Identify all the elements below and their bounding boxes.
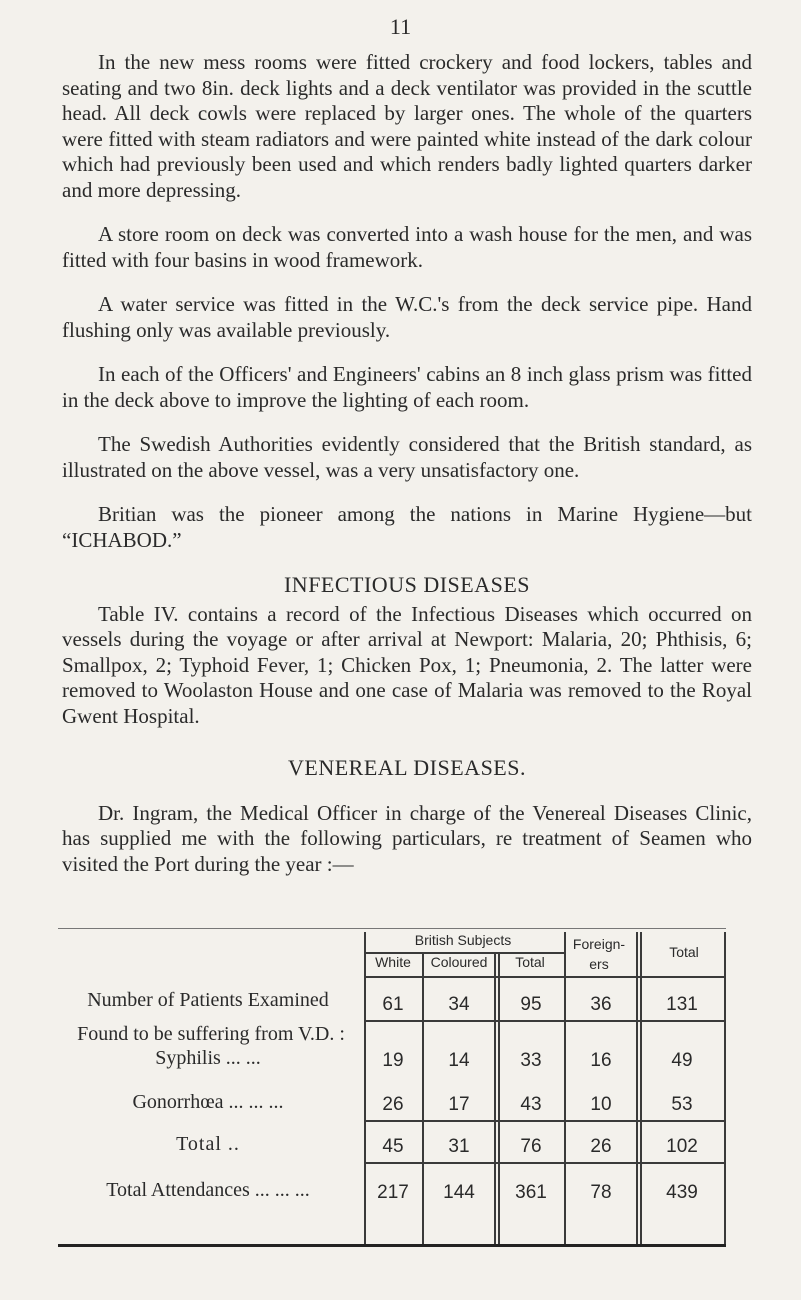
venereal-text: Dr. Ingram, the Medical Officer in charge of the Venereal Diseases Clinic, has supplied me with the following particulars, re treatment of Seamen who visited the Port during the year :— bbox=[62, 800, 752, 876]
cell-total-coloured: 31 bbox=[448, 1136, 470, 1157]
cell-examined-coloured: 34 bbox=[448, 994, 470, 1015]
cell-syphilis-foreigners: 16 bbox=[590, 1050, 612, 1071]
cell-total-grand-total: 102 bbox=[666, 1136, 698, 1157]
cell-total-foreigners: 26 bbox=[590, 1136, 612, 1157]
cell-examined-grand-total: 131 bbox=[666, 994, 698, 1015]
paragraph-ichabod: Britian was the pioneer among the nations in Marine Hygiene—but “ICHABOD.” bbox=[62, 502, 752, 552]
cell-syphilis-coloured: 14 bbox=[448, 1050, 470, 1071]
cell-attendances-foreigners: 78 bbox=[590, 1182, 612, 1203]
paragraph-water-service: A water service was fitted in the W.C.'s from the deck service pipe. Hand flushing only was available previously. bbox=[62, 292, 752, 342]
cell-attendances-coloured: 144 bbox=[443, 1182, 475, 1203]
row-label-syphilis: Syphilis ... ... bbox=[155, 1047, 261, 1069]
paragraph-glass-prism: In each of the Officers' and Engineers' cabins an 8 inch glass prism was fitted in the deck above to improve the lighting of each room. bbox=[62, 362, 752, 412]
venereal-heading: VENEREAL DISEASES. bbox=[288, 755, 526, 780]
cell-attendances-total: 361 bbox=[515, 1182, 547, 1203]
page-number: 11 bbox=[389, 14, 412, 39]
row-label-attendances: Total Attendances ... ... ... bbox=[106, 1179, 310, 1201]
header-bottom-rule bbox=[364, 976, 726, 978]
infectious-heading: INFECTIOUS DISEASES bbox=[283, 572, 531, 597]
header-foreigners: Foreign-ers bbox=[572, 936, 626, 972]
cell-syphilis-white: 19 bbox=[382, 1050, 404, 1071]
cell-examined-foreigners: 36 bbox=[590, 994, 612, 1015]
cell-gonorrhoea-total: 43 bbox=[520, 1094, 542, 1115]
table-bottom-rule bbox=[58, 1244, 726, 1247]
cell-examined-total: 95 bbox=[520, 994, 542, 1015]
cell-examined-white: 61 bbox=[382, 994, 404, 1015]
paragraph-store-room: A store room on deck was converted into a wash house for the men, and was fitted with four basins in wood framework. bbox=[62, 222, 752, 272]
cell-gonorrhoea-grand-total: 53 bbox=[671, 1094, 693, 1115]
cell-syphilis-total: 33 bbox=[520, 1050, 542, 1071]
paragraph-mess-rooms: In the new mess rooms were fitted crockery and food lockers, tables and seating and two 8in. deck lights and a deck ventilator was provided in the scuttle head. All deck cowls were replaced by larger ones. The whole of the quarters were fitted with steam radiators and were painted white instead of the dark colour which had previously been used and which renders badly lighted quarters darker and more depressing. bbox=[62, 50, 752, 202]
row-rule-2 bbox=[364, 1120, 726, 1122]
cell-attendances-grand-total: 439 bbox=[666, 1182, 698, 1203]
cell-attendances-white: 217 bbox=[377, 1182, 409, 1203]
header-rule bbox=[364, 952, 566, 954]
cell-gonorrhoea-foreigners: 10 bbox=[590, 1094, 612, 1115]
header-total: Total bbox=[515, 954, 545, 970]
cell-total-white: 45 bbox=[382, 1136, 404, 1157]
header-coloured: Coloured bbox=[430, 954, 488, 970]
infectious-text: Table IV. contains a record of the Infectious Diseases which occurred on vessels during the voyage or after arrival at Newport: Malaria, 20; Phthisis, 6; Smallpox, 2; Typhoid Fever, 1; Chicken Pox, 1; Pneumonia, 2. The latter were removed to Woolaston House and one case of Malaria was removed to the Royal Gwent Hospital. bbox=[62, 601, 752, 728]
header-grand-total: Total bbox=[669, 944, 699, 960]
body-text bbox=[62, 50, 752, 896]
col-divider-6 bbox=[724, 932, 726, 1244]
cell-syphilis-grand-total: 49 bbox=[671, 1050, 693, 1071]
top-rule bbox=[58, 928, 726, 929]
row-rule-3 bbox=[364, 1162, 726, 1164]
row-label-examined: Number of Patients Examined bbox=[87, 989, 329, 1011]
cell-total-total: 76 bbox=[520, 1136, 542, 1157]
row-label-gonorrhoea: Gonorrhœa ... ... ... bbox=[132, 1091, 284, 1113]
header-white: White bbox=[375, 954, 411, 970]
header-british-subjects: British Subjects bbox=[414, 932, 512, 948]
paragraph-swedish-authorities: The Swedish Authorities evidently considered that the British standard, as illustrated on the above vessel, was a very unsatisfactory one. bbox=[62, 432, 752, 482]
row-rule-1 bbox=[364, 1020, 726, 1022]
row-label-found-vd: Found to be suffering from V.D. : bbox=[77, 1023, 345, 1045]
row-label-total: Total .. bbox=[176, 1133, 240, 1155]
cell-gonorrhoea-coloured: 17 bbox=[448, 1094, 470, 1115]
cell-gonorrhoea-white: 26 bbox=[382, 1094, 404, 1115]
